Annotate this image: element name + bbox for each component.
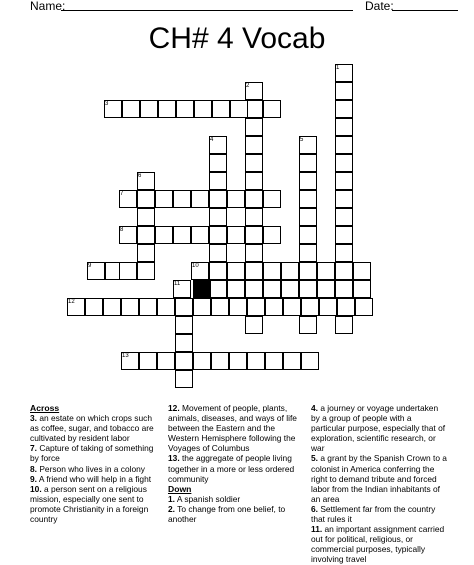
crossword-cell[interactable] [245,118,263,136]
crossword-cell[interactable] [119,262,137,280]
clue-item-text: an estate on which crops such as coffee, sugar, and tobacco are cultivated by resident labor [30,413,154,444]
crossword-cell[interactable] [175,316,193,334]
down-clues-list [168,494,304,524]
crossword-cell[interactable] [335,82,353,100]
clue-item-text: Settlement far from the country that rules it [311,503,436,525]
clue-number: 5 [300,137,304,143]
down-heading: Down [168,483,192,494]
clue-number: 10 [192,263,199,269]
clue-item-text: To change from one belief, to another [168,503,286,525]
crossword-cell[interactable] [245,262,263,280]
crossword-cell[interactable] [209,208,227,226]
crossword-cell[interactable] [211,352,229,370]
crossword-cell[interactable] [265,298,283,316]
crossword-cell[interactable] [175,352,193,370]
clue-item [30,484,162,524]
crossword-cell[interactable] [337,298,355,316]
clues-column-3 [311,403,447,565]
crossword-cell[interactable] [245,154,263,172]
crossword-cell[interactable] [335,208,353,226]
crossword-cell[interactable] [211,298,229,316]
crossword-cell[interactable] [245,316,263,334]
crossword-cell[interactable] [158,100,176,118]
clue-item-number: 13. [168,453,180,464]
crossword-cell[interactable] [335,118,353,136]
crossword-cell[interactable] [263,280,281,298]
clue-item-text: a person sent on a religious mission, especially one sent to promote Christianity in a foreign country [30,483,149,525]
crossword-black-cell [193,280,211,298]
clue-item-text: A friend who will help in a fight [37,473,152,484]
crossword-cell[interactable] [193,352,211,370]
crossword-cell[interactable] [263,226,281,244]
clue-number: 7 [120,191,124,197]
crossword-cell[interactable] [299,154,317,172]
clue-number: 8 [120,227,124,233]
crossword-cell[interactable] [227,190,245,208]
clue-item-number: 8. [30,463,37,474]
crossword-cell[interactable] [283,352,301,370]
clue-item [311,504,447,524]
clue-number: 11 [174,281,181,287]
crossword-cell[interactable] [335,280,353,298]
clue-number: 1 [336,65,340,71]
crossword-cell[interactable] [281,280,299,298]
clue-item-number: 1. [168,493,175,504]
clue-number: 3 [105,101,109,107]
clue-item [311,524,447,564]
across-heading: Across [30,403,60,413]
clue-item-text: the aggregate of people living together in a more or less ordered community [168,453,295,484]
clue-item-number: 9. [30,473,37,484]
crossword-cell[interactable] [209,190,227,208]
crossword-cell[interactable] [245,280,263,298]
crossword-cell[interactable] [335,100,353,118]
crossword-cell[interactable] [245,208,263,226]
crossword-cell[interactable] [191,226,209,244]
crossword-cell[interactable] [212,100,230,118]
crossword-cell[interactable] [335,262,353,280]
clues-column-2 [168,403,304,524]
date-label: Date: [365,0,394,13]
clue-item-number: 6. [311,503,318,514]
crossword-cell[interactable] [139,352,157,370]
clue-item-text: A spanish soldier [175,493,241,504]
crossword-cell[interactable] [299,208,317,226]
clue-number: 4 [210,137,214,143]
clue-number: 9 [88,263,92,269]
clue-item-number: 11. [311,524,323,535]
crossword-cell[interactable] [263,262,281,280]
crossword-cell[interactable] [265,352,283,370]
clue-item-number: 2. [168,503,175,514]
clue-item [168,494,304,504]
down-clues-list-continued [311,403,447,565]
crossword-cell[interactable] [227,226,245,244]
crossword-cell[interactable] [299,262,317,280]
crossword-cell[interactable] [139,298,157,316]
clue-item-text: an important assignment carried out for political, religious, or commercial purposes, typically involving travel [311,524,445,565]
crossword-cell[interactable] [281,262,299,280]
clue-item-number: 3. [30,413,37,424]
crossword-cell[interactable] [247,298,265,316]
crossword-cell[interactable] [137,244,155,262]
clue-item-text: Person who lives in a colony [37,463,145,474]
crossword-cell[interactable] [209,280,227,298]
crossword-cell[interactable] [209,244,227,262]
crossword-cell[interactable] [299,244,317,262]
crossword-cell[interactable] [176,100,194,118]
clue-item [168,504,304,524]
crossword-cell[interactable] [335,226,353,244]
clue-item-number: 4. [311,403,318,413]
clue-item [30,464,162,474]
crossword-cell[interactable] [175,370,193,388]
crossword-cell[interactable] [335,190,353,208]
crossword-cell[interactable] [335,154,353,172]
clue-item [30,474,162,484]
crossword-cell[interactable] [299,316,317,334]
clue-item [168,453,304,483]
clue-item-number: 12. [168,403,180,413]
clue-item [30,443,162,463]
crossword-cell[interactable] [335,172,353,190]
crossword-cell[interactable] [230,100,248,118]
crossword-cell[interactable] [317,262,335,280]
crossword-cell[interactable] [85,298,103,316]
crossword-cell[interactable] [229,352,247,370]
crossword-cell[interactable] [245,136,263,154]
crossword-cell[interactable] [263,190,281,208]
clue-item-number: 10. [30,483,42,494]
page-title: CH# 4 Vocab [148,22,326,55]
crossword-cell[interactable] [353,262,371,280]
clue-number: 6 [138,173,142,179]
across-clues-list-continued [168,403,304,484]
crossword-cell[interactable] [301,352,319,370]
crossword-cell[interactable] [137,262,155,280]
crossword-cell[interactable] [175,298,193,316]
crossword-cell[interactable] [191,190,209,208]
crossword-cell[interactable] [245,226,263,244]
crossword-cell[interactable] [175,334,193,352]
crossword-cell[interactable] [353,280,371,298]
clue-number: 13 [122,353,129,359]
crossword-cell[interactable] [193,298,211,316]
crossword-cell[interactable] [299,190,317,208]
crossword-cell[interactable] [227,280,245,298]
across-clues-list [30,413,162,524]
crossword-cell[interactable] [301,298,319,316]
clue-number: 12 [68,299,75,305]
clues-column-1 [30,403,162,524]
clue-item [168,403,304,453]
crossword-cell[interactable] [103,298,121,316]
crossword-cell[interactable] [245,190,263,208]
crossword-cell[interactable] [157,298,175,316]
clue-item-number: 7. [30,443,37,454]
crossword-cell[interactable] [209,262,227,280]
crossword-cell[interactable] [155,226,173,244]
crossword-cell[interactable] [155,190,173,208]
crossword-cell[interactable] [173,190,191,208]
clue-item-text: Movement of people, plants, animals, diseases, and ways of life between the Eastern and the Western Hemisphere following the Voyages of Columbus [168,403,297,454]
crossword-cell[interactable] [335,316,353,334]
crossword-cell[interactable] [209,154,227,172]
clue-number: 2 [246,83,250,89]
crossword-cell[interactable] [157,352,175,370]
crossword-cell[interactable] [245,244,263,262]
crossword-cell[interactable] [209,172,227,190]
crossword-cell[interactable] [299,280,317,298]
clue-item-number: 5. [311,453,318,464]
crossword-cell[interactable] [227,262,245,280]
clue-item [311,453,447,503]
crossword-cell[interactable] [245,172,263,190]
crossword-cell[interactable] [173,226,191,244]
crossword-cell[interactable] [335,244,353,262]
crossword-cell[interactable] [299,226,317,244]
crossword-cell[interactable] [137,190,155,208]
clue-item-text: a journey or voyage undertaken by a group of people with a particular purpose, especially that of exploration, scientific research, or war [311,403,446,454]
crossword-cell[interactable] [263,100,281,118]
clue-item [311,403,447,453]
clue-item [30,413,162,443]
crossword-cell[interactable] [299,172,317,190]
name-label: Name: [30,0,66,13]
crossword-cell[interactable] [121,298,139,316]
crossword-cell[interactable] [194,100,212,118]
crossword-cell[interactable] [247,352,265,370]
crossword-cell[interactable] [317,280,335,298]
crossword-cell[interactable] [140,100,158,118]
crossword-cell[interactable] [209,226,227,244]
crossword-cell[interactable] [137,208,155,226]
crossword-cell[interactable] [355,298,373,316]
crossword-cell[interactable] [319,298,337,316]
crossword-cell[interactable] [229,298,247,316]
clue-item-text: Capture of taking of something by force [30,443,154,464]
crossword-cell[interactable] [283,298,301,316]
crossword-cell[interactable] [122,100,140,118]
clue-item-text: a grant by the Spanish Crown to a colonist in America conferring the right to demand tribute and forced labor from the Indian inhabitants of an area [311,453,447,504]
crossword-cell[interactable] [335,136,353,154]
crossword-cell[interactable] [137,226,155,244]
